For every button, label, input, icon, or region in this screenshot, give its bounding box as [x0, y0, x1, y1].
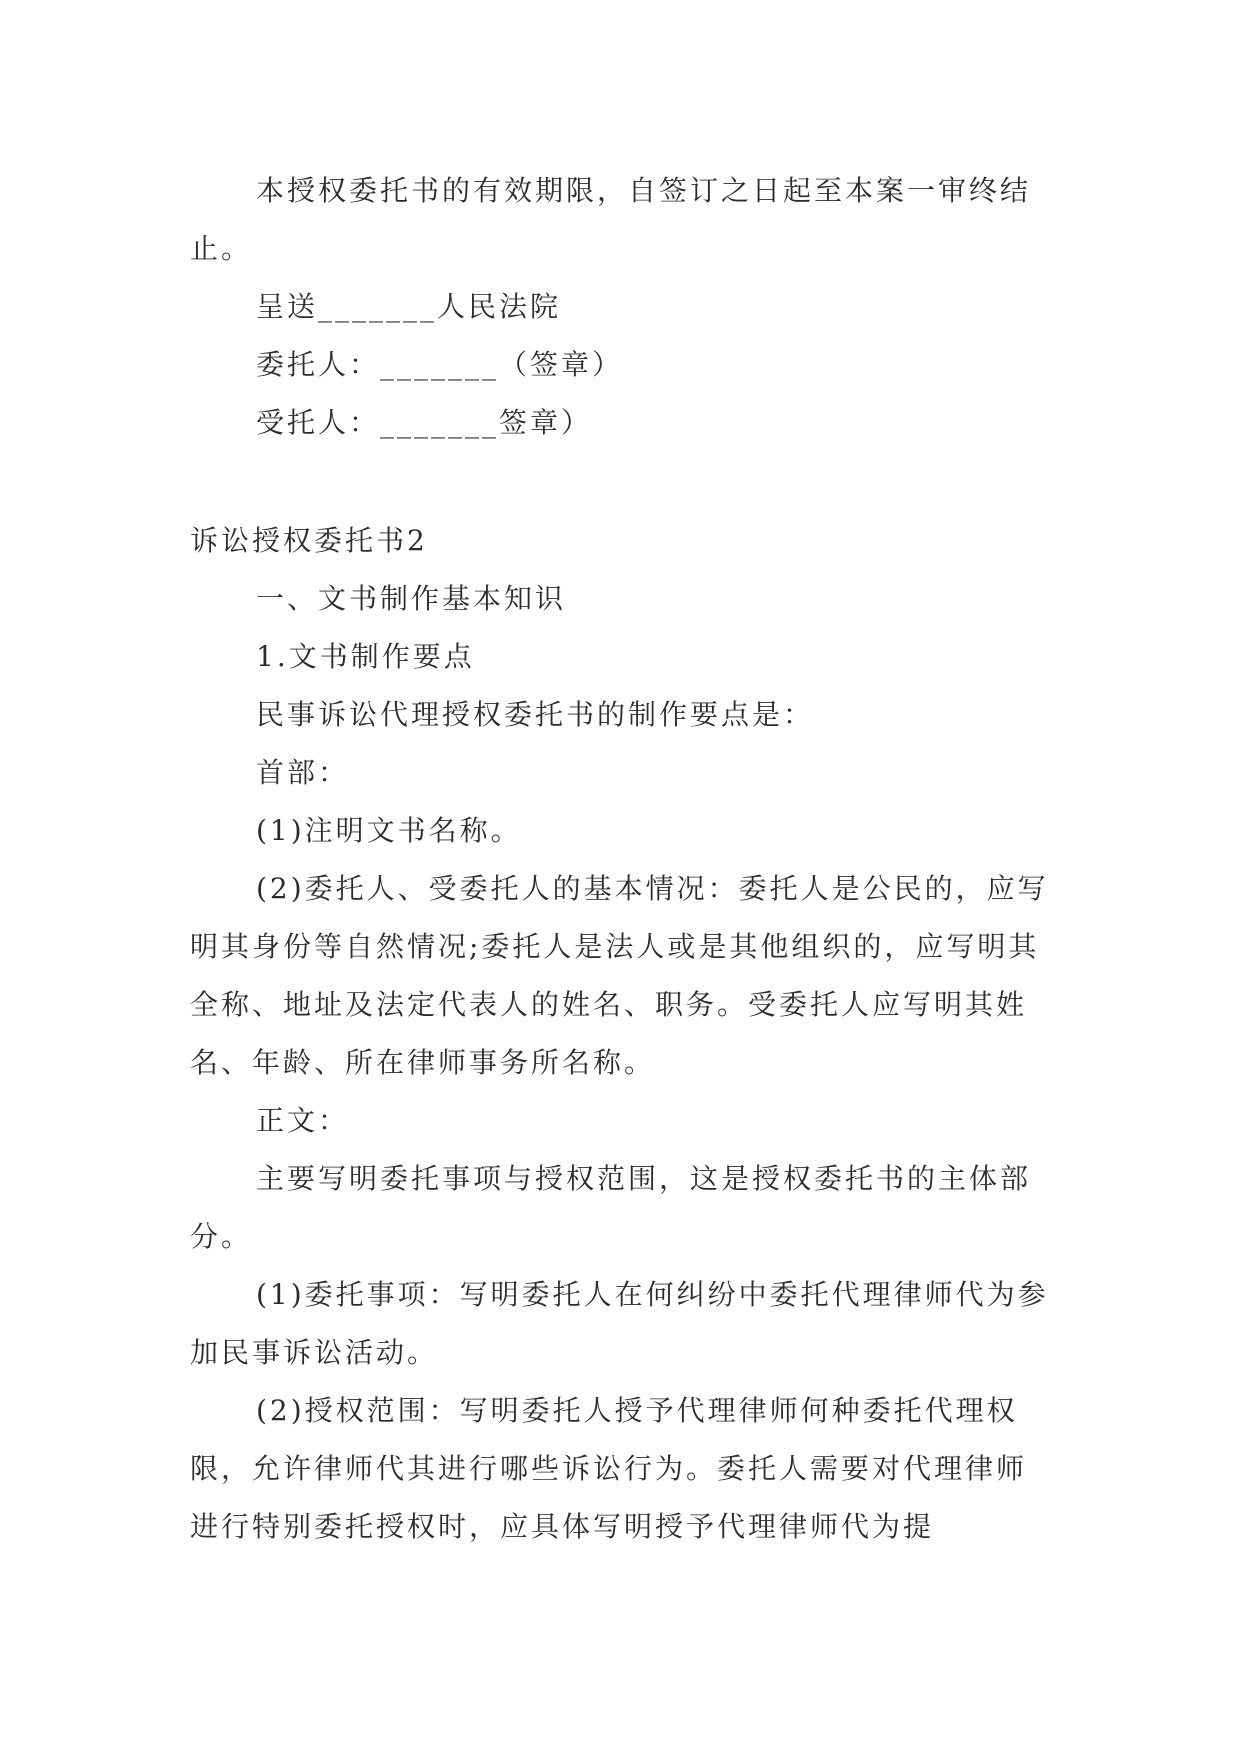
item-authorization-scope: (2)授权范围：写明委托人授予代理律师何种委托代理权限，允许律师代其进行哪些诉讼行为。委托人需要对代理律师进行特别委托授权时，应具体写明授予代理律师代为提	[190, 1394, 1028, 1543]
item-basic-info: (2)委托人、受委托人的基本情况：委托人是公民的，应写明其身份等自然情况;委托人是法人或是其他组织的，应写明其全称、地址及法定代表人的姓名、职务。受委托人应写明其姓名、年龄、所在律师事务所名称。	[190, 872, 1049, 1079]
item-document-name: (1)注明文书名称。	[256, 814, 522, 847]
heading-basic-knowledge: 一、文书制作基本知识	[256, 582, 567, 615]
agent-line: 受托人：_______签章）	[256, 406, 593, 439]
court-line: 呈送_______人民法院	[256, 290, 562, 323]
body-part-label: 正文：	[256, 1104, 350, 1137]
principal-line: 委托人：_______（签章）	[256, 348, 624, 381]
document-body	[190, 162, 1050, 1556]
key-points-intro: 民事诉讼代理授权委托书的制作要点是：	[256, 698, 815, 731]
body-part-intro: 主要写明委托事项与授权范围，这是授权委托书的主体部分。	[190, 1162, 1032, 1253]
heading-key-points: 1.文书制作要点	[256, 640, 475, 673]
section-title: 诉讼授权委托书2	[190, 524, 428, 557]
header-part-label: 首部：	[256, 756, 350, 789]
item-entrusted-matters: (1)委托事项：写明委托人在何纠纷中委托代理律师代为参加民事诉讼活动。	[190, 1278, 1049, 1369]
validity-paragraph: 本授权委托书的有效期限，自签订之日起至本案一审终结止。	[190, 174, 1032, 265]
